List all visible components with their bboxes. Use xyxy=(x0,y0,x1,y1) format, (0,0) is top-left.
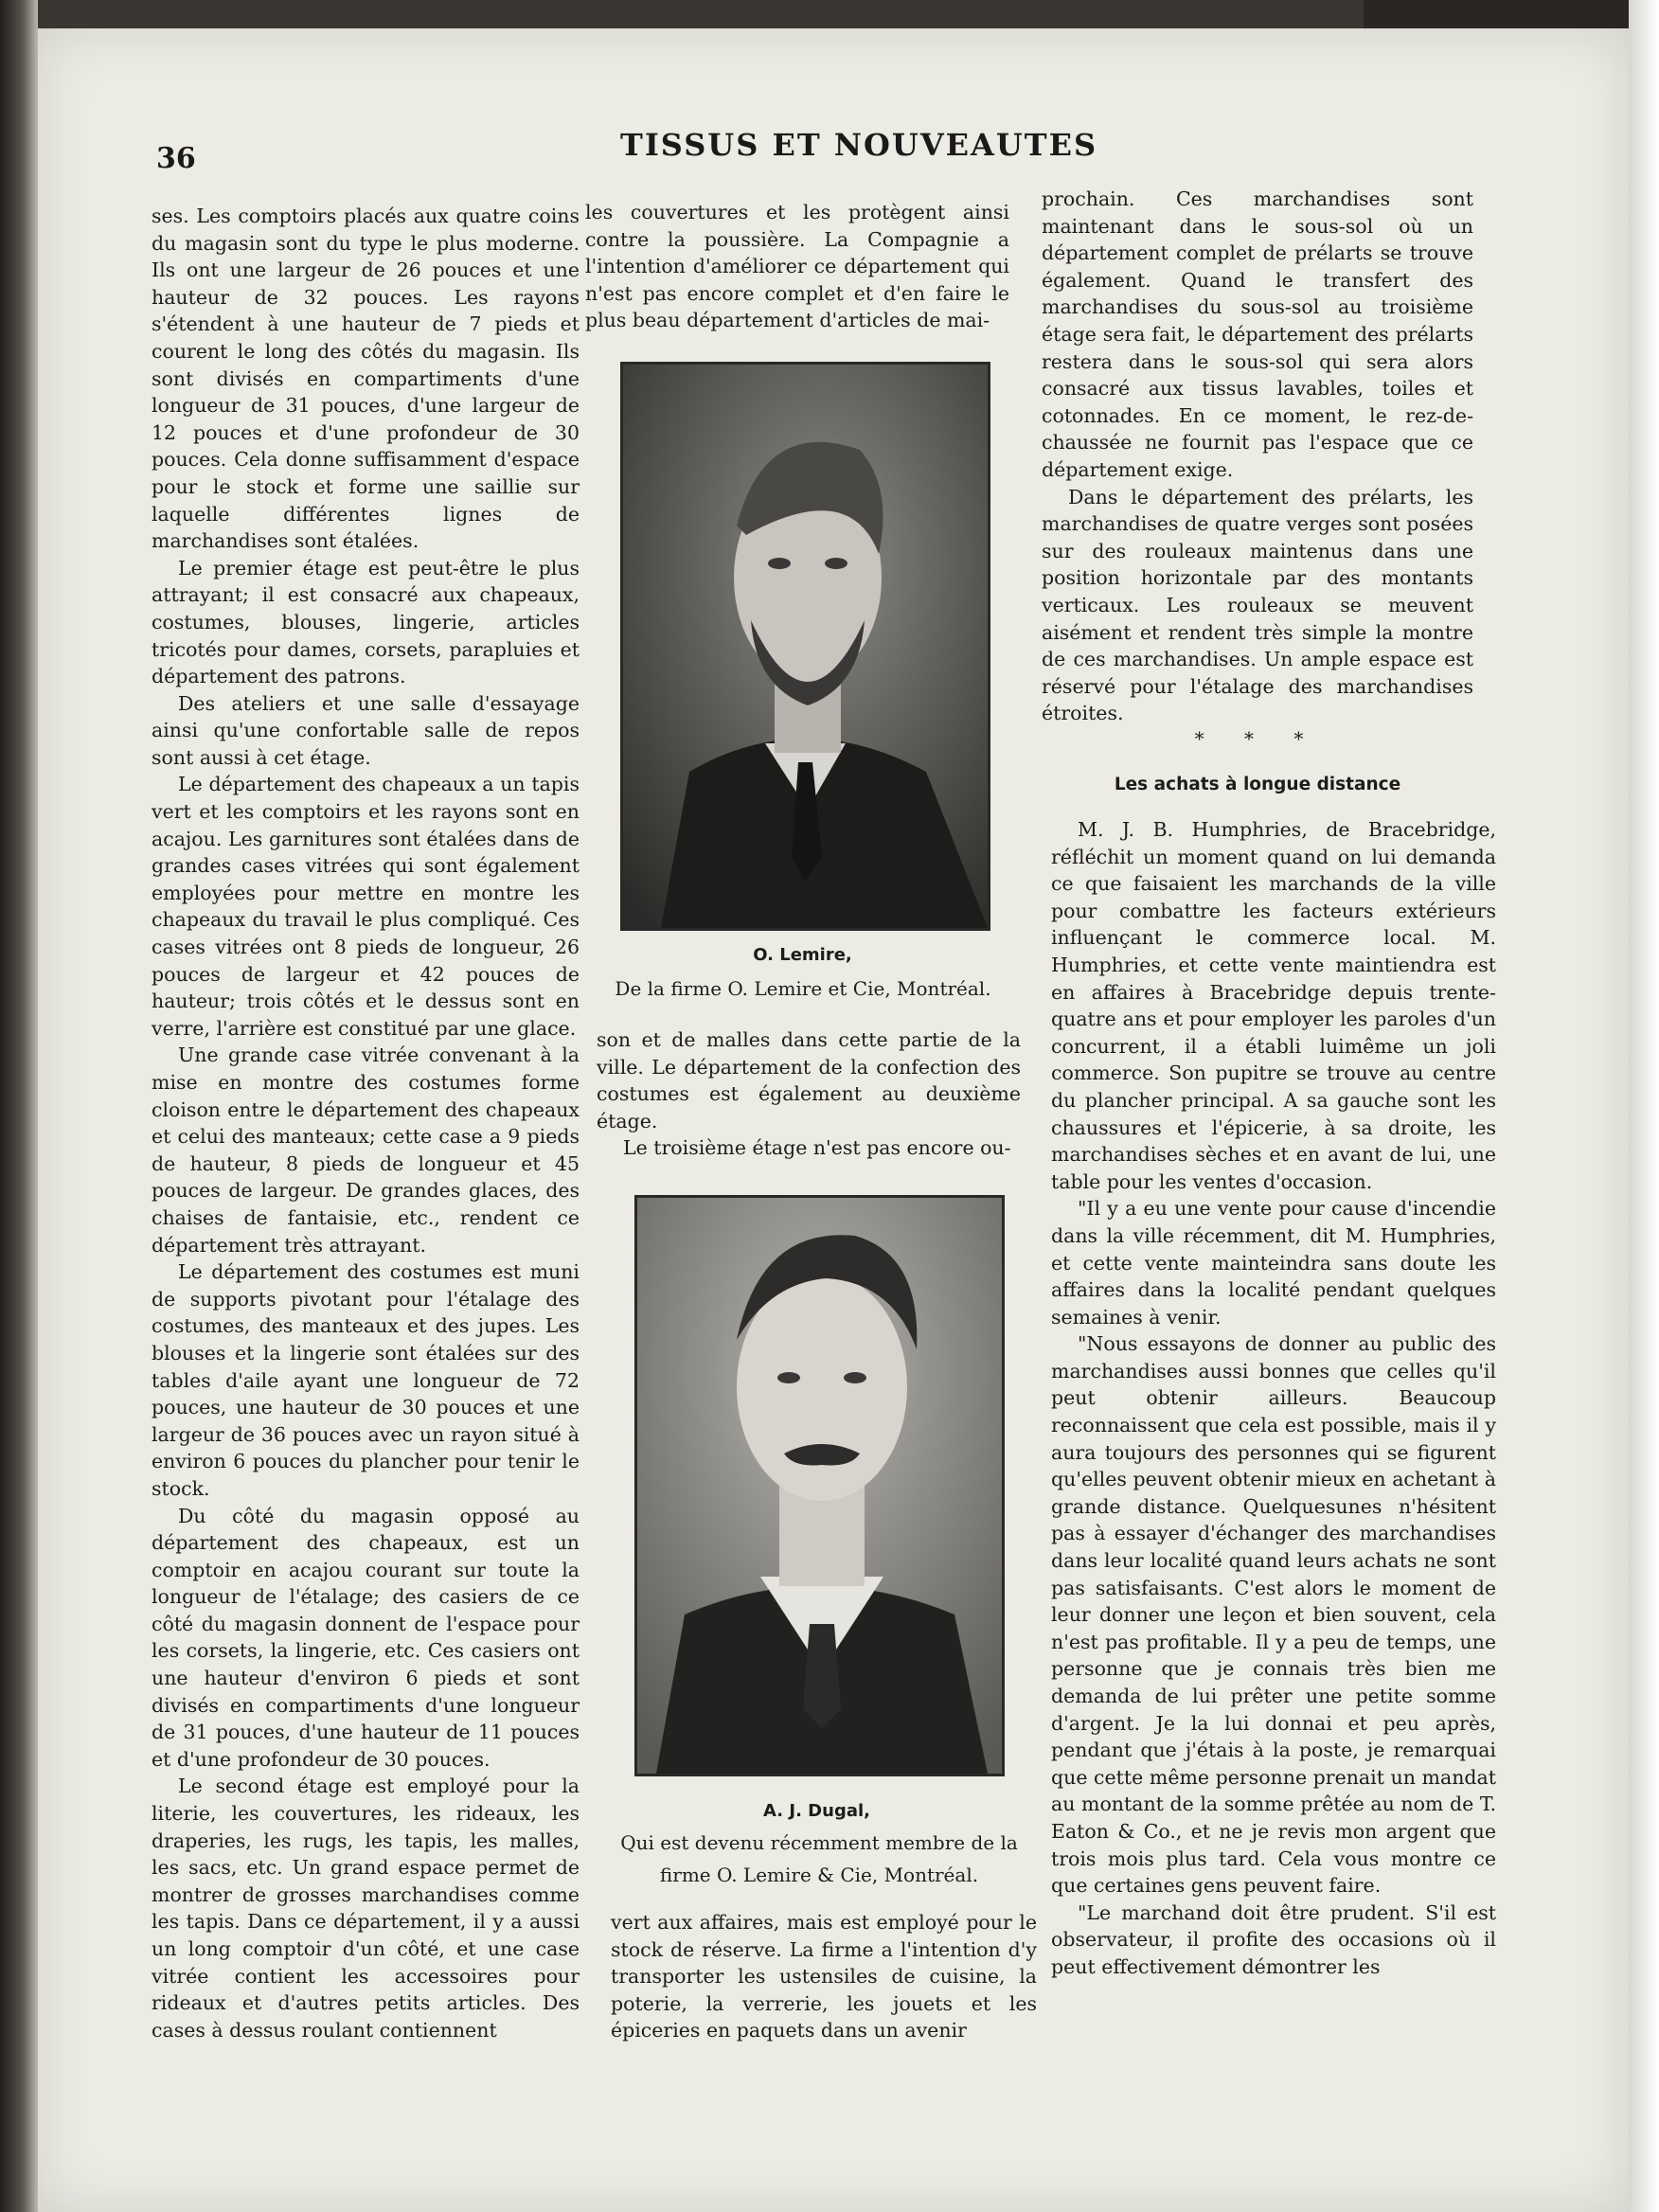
portrait-1-caption: De la firme O. Lemire et Cie, Montréal. xyxy=(615,977,991,1000)
paragraph: son et de malles dans cette partie de la ville. Le département de la confection des costumes est également au deuxième étage. xyxy=(597,1028,1021,1133)
paragraph: Le premier étage est peut-être le plus attrayant; il est consacré aux chapeaux, costumes, blouses, lingerie, articles tricotés pour dames, corsets, parapluies et département des patrons. xyxy=(152,556,580,688)
portrait-lemire-image xyxy=(623,365,988,928)
column-3-bottom xyxy=(1051,816,1496,1981)
portrait-photo-lemire xyxy=(620,362,990,931)
column-2-top xyxy=(585,199,1009,334)
running-title: TISSUS ET NOUVEAUTES xyxy=(620,127,1098,163)
column-1 xyxy=(152,203,580,2043)
paragraph: ses. Les comptoirs placés aux quatre coins du magasin sont du type le plus moderne. Ils ont une largeur de 26 pouces et une hauteur de 32 pouces. Les rayons s'étendent à une hauteur de 7 pieds et courent le long des côtés du magasin. Ils sont divisés en compartiments d'une longueur de 31 pouces, d'une largeur de 12 pouces et d'une profondeur de 30 pouces. Cela donne suffisamment d'espace pour le stock et forme une saillie sur laquelle différentes lignes de marchandises sont étalées. xyxy=(152,205,580,553)
portrait-dugal-image xyxy=(637,1198,1002,1774)
book-binding xyxy=(0,0,38,2212)
paragraph: Dans le département des prélarts, les marchandises de quatre verges sont posées sur des rouleaux maintenus dans une position horizontale par des montants verticaux. Les rouleaux se meuvent aisément et rendent très simple la montre de ces marchandises. Un ample espace est réservé pour l'étalage des marchandises étroites. xyxy=(1042,485,1473,725)
paragraph: Le département des chapeaux a un tapis vert et les comptoirs et les rayons sont en acajou. Les garnitures sont étalées dans de grandes cases vitrées qui sont également employées pour mettre en montre les chapeaux du travail le plus compliqué. Ces cases vitrées ont 8 pieds de longueur, 26 pouces de largeur et 42 pouces de hauteur; trois côtés et le dessus sont en verre, l'arrière est constitué par une glace. xyxy=(152,773,580,1040)
scan-background-top xyxy=(1364,0,1659,28)
portrait-photo-dugal xyxy=(634,1195,1005,1776)
page-header xyxy=(156,121,1510,175)
section-separator: * * * xyxy=(1194,727,1321,750)
paragraph: "Nous essayons de donner au public des marchandises aussi bonnes que celles qu'il peut obtenir ailleurs. Beaucoup reconnaissent que cela est possible, mais il y aura toujours des personnes qui se figurent qu'elles peuvent obtenir mieux en achetant à grande distance. Quelquesunes n'hésitent pas à essayer d'échanger des marchandises dans leur localité quand leurs achats ne sont pas satisfaisants. C'est alors le moment de leur donner une leçon et bien souvent, cela n'est pas profitable. Il y a peu de temps, une personne que je connais très bien me demanda de lui prêter une petite somme d'argent. Je la lui donnai et peu après, pendant que j'étais à la poste, je remarquai que cette même personne prenait un mandat au montant de la somme prêtée au nom de T. Eaton & Co., et ne je revis mon argent que trois mois plus tard. Cela vous montre ce que certaines gens peuvent faire. xyxy=(1051,1332,1496,1898)
page-number: 36 xyxy=(156,142,196,175)
portrait-2-caption-line-2: firme O. Lemire & Cie, Montréal. xyxy=(659,1864,979,1886)
paragraph: Le département des costumes est muni de supports pivotant pour l'étalage des costumes, des manteaux et des jupes. Les blouses et la lingerie sont étalées sur des tables d'aile ayant une longueur de 72 pouces, une hauteur de 30 pouces et une largeur de 36 pouces avec un rayon situé à environ 6 pouces du plancher pour tenir le stock. xyxy=(152,1260,580,1500)
paragraph: Des ateliers et une salle d'essayage ainsi qu'une confortable salle de repos sont aussi à cet étage. xyxy=(152,691,580,769)
paragraph: vert aux affaires, mais est employé pour le stock de réserve. La firme a l'intention d'y transporter les ustensiles de cuisine, la poterie, la verrerie, les jouets et les épiceries en paquets dans un avenir xyxy=(611,1911,1037,2043)
portrait-2-caption-line-1: Qui est devenu récemment membre de la xyxy=(620,1831,1018,1854)
scan-background-right xyxy=(1629,0,1659,2212)
column-2-middle xyxy=(597,1026,1021,1162)
paragraph: Du côté du magasin opposé au département des chapeaux, est un comptoir en acajou courant sur toute la longueur de l'étalage; des casiers de ce côté du magasin donnent de l'espace pour les corsets, la lingerie, etc. Ces casiers ont une hauteur d'environ 6 pieds et sont divisés en compartiments d'une longueur de 31 pouces, d'une hauteur de 11 pouces et d'une profondeur de 30 pouces. xyxy=(152,1504,580,1771)
paragraph: Le troisième étage n'est pas encore ou- xyxy=(623,1136,1011,1160)
paragraph: M. J. B. Humphries, de Bracebridge, réfléchit un moment quand on lui demanda ce que faisaient les marchands de la ville pour combattre les facteurs extérieurs influençant le commerce local. M. Humphries, et cette vente maintiendra est en affaires à Bracebridge depuis trente-quatre ans et pour employer les paroles d'un concurrent, il a établi luimême un joli commerce. Son pupitre se trouve au centre du plancher principal. A sa gauche sont les chaussures et l'épicerie, à sa droite, les marchandises sèches et en avant de lui, une table pour les ventes d'occasion. xyxy=(1051,818,1496,1193)
portrait-2-name: A. J. Dugal, xyxy=(763,1801,870,1821)
paragraph: prochain. Ces marchandises sont maintenant dans le sous-sol où un département complet de prélarts se trouve également. Quand le transfert des marchandises du sous-sol au troisième étage sera fait, le département des prélarts restera dans le sous-sol qui sera alors consacré aux tissus lavables, toiles et cotonnades. En ce moment, le rez-de-chaussée ne fournit pas l'espace que ce département exige. xyxy=(1042,187,1473,481)
paragraph: "Il y a eu une vente pour cause d'incendie dans la ville récemment, dit M. Humphries, et cette vente mainteindra sans doute les affaires dans la localité pendant quelques semaines à venir. xyxy=(1051,1197,1496,1329)
paragraph: les couvertures et les protègent ainsi contre la poussière. La Compagnie a l'intention d'améliorer ce département qui n'est pas encore complet et d'en faire le plus beau département d'articles de mai- xyxy=(585,201,1009,332)
paragraph: Une grande case vitrée convenant à la mise en montre des costumes forme cloison entre le département des chapeaux et celui des manteaux; cette case a 9 pieds de hauteur, 8 pieds de longueur et 45 pouces de largeur. De grandes glaces, des chaises de fantaisie, etc., rendent ce département très attrayant. xyxy=(152,1044,580,1257)
portrait-1-name: O. Lemire, xyxy=(753,945,852,965)
section-heading: Les achats à longue distance xyxy=(1114,775,1401,794)
column-3-top xyxy=(1042,186,1473,727)
column-2-bottom xyxy=(611,1909,1037,2044)
paragraph: "Le marchand doit être prudent. S'il est observateur, il profite des occasions où il peut effectivement démontrer les xyxy=(1051,1900,1496,1978)
paragraph: Le second étage est employé pour la literie, les couvertures, les rideaux, les draperies, les rugs, les tapis, les malles, les sacs, etc. Un grand espace permet de montrer de grosses marchandises comme les tapis. Dans ce département, il y a aussi un long comptoir d'un côté, et une case vitrée contient les accessoires pour rideaux et d'autres petits articles. Des cases à dessus roulant contiennent xyxy=(152,1775,580,2042)
